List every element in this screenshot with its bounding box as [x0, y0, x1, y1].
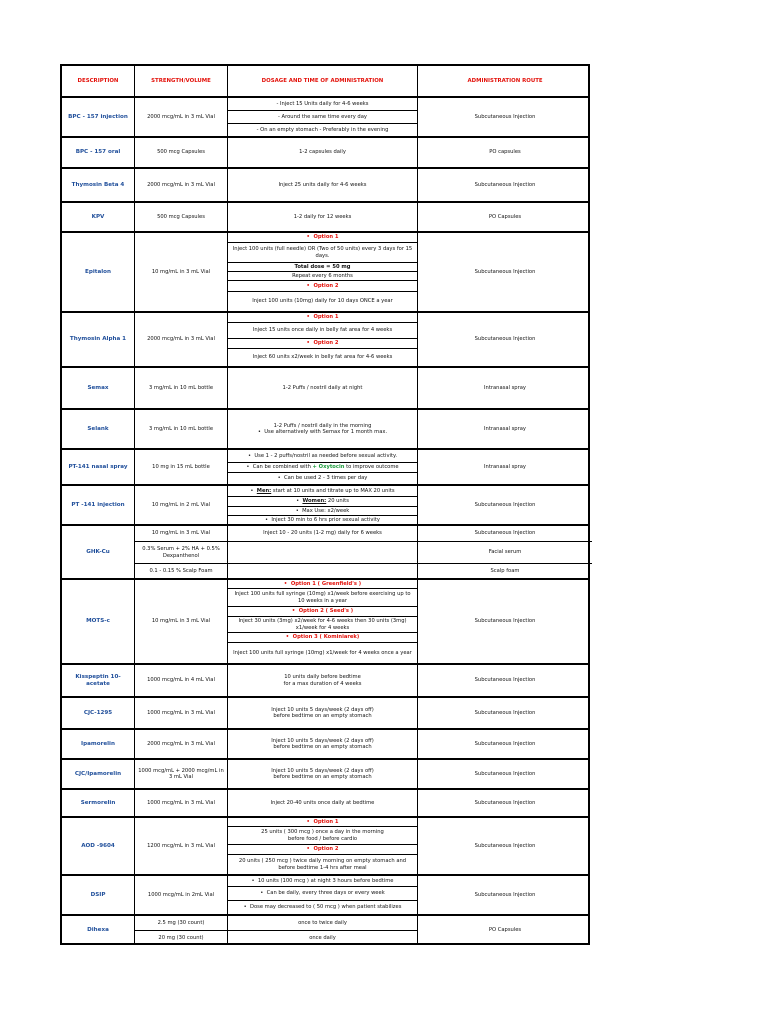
row-strength: 2.5 mg (30 count) [157, 919, 205, 926]
option-label: • Option 2 [306, 282, 339, 289]
row-dosage: Inject 10 units 5 days/week (2 days off) before bedtime on an empty stomach [271, 767, 374, 780]
row-strength: 2000 mcg/mL in 3 mL Vial [147, 336, 215, 343]
row-strength: 1000 mcg/mL in 3 mL Vial [147, 799, 215, 806]
row-name: Kisspeptin 10-acetate [75, 673, 121, 687]
row-name: Epitalon [85, 268, 111, 275]
row-route: Intranasal spray [484, 425, 526, 432]
row-route: Subcutaneous Injection [474, 336, 536, 343]
row-route: Intranasal spray [484, 384, 526, 391]
row-route: Subcutaneous Injection [474, 709, 536, 716]
row-strength: 10 mg/mL in 2 mL Vial [151, 501, 211, 508]
row-dosage: • Can be combined with + Oxytocin to improve outcome [246, 464, 399, 471]
row-route: Subcutaneous Injection [474, 842, 536, 849]
row-route: Facial serum [488, 549, 522, 556]
row-dosage: 1-2 Puffs / nostril daily in the morning • Use alternatively with Semax for 1 month max. [257, 422, 388, 435]
row-dosage: 1-2 capsules daily [299, 149, 346, 156]
row-dosage: • Can be daily, every three days or every week [260, 890, 385, 897]
header-description: DESCRIPTION [77, 77, 119, 84]
row-strength: 1000 mcg/mL in 2mL Vial [147, 891, 215, 898]
row-strength: 10 mg/mL in 3 mL Vial [151, 618, 211, 625]
row-name: PT -141 injection [71, 501, 125, 508]
row-dosage: Total dose = 50 mg [294, 263, 351, 270]
row-dosage: • Max Use: x2/week [295, 507, 350, 514]
option-label: • Option 1 ( Greenfield's ) [283, 580, 362, 587]
row-strength: 2000 mcg/mL in 3 mL Vial [147, 740, 215, 747]
row-strength: 10 mg/mL in 3 mL Vial [151, 268, 211, 275]
row-dosage: • Can be used 2 - 3 times per day [277, 475, 368, 482]
row-name: CJC-1295 [83, 709, 113, 716]
row-strength: 3 mg/mL in 10 mL bottle [148, 425, 214, 432]
row-route: Subcutaneous Injection [474, 618, 536, 625]
option-label: • Option 2 [306, 340, 339, 347]
row-strength: 1000 mcg/mL + 2000 mcg/mL in 3 mL Vial [138, 767, 224, 780]
row-dosage: Inject 100 units (full needle) OR (Two of 50 units) every 3 days for 15 days. [232, 246, 413, 259]
row-dosage: - Around the same time every day [278, 113, 367, 120]
row-strength: 0.1 - 0.15 % Scalp Foam [149, 567, 213, 574]
row-strength: 1000 mcg/mL in 4 mL Vial [147, 677, 215, 684]
row-dosage: 25 units ( 300 mcg ) once a day in the morning before food / before cardio [261, 829, 384, 842]
row-strength: 2000 mcg/mL in 3 mL Vial [147, 113, 215, 120]
row-name: Selank [87, 425, 109, 432]
header-strength: STRENGTH/VOLUME [151, 77, 211, 84]
row-name: KPV [91, 213, 105, 220]
row-route: Subcutaneous Injection [474, 268, 536, 275]
row-dosage: • Women: 20 units [296, 498, 349, 505]
row-dosage: 1-2 Puffs / nostril daily at night [282, 384, 363, 391]
row-route: Subcutaneous Injection [474, 113, 536, 120]
row-strength: 500 mcg Capsules [157, 213, 205, 220]
option-label: • Option 1 [306, 234, 339, 241]
row-name: Ipamorelin [81, 740, 115, 747]
row-strength: 10 mg/mL in 3 mL Vial [151, 530, 211, 537]
row-strength: 500 mcg Capsules [157, 149, 205, 156]
row-dosage: Inject 100 units (10mg) daily for 10 days ONCE a year [252, 298, 393, 305]
row-name: AOD -9604 [81, 842, 115, 849]
row-strength: 10 mg in 15 mL bottle [152, 463, 210, 470]
dosage-table [60, 64, 590, 945]
row-dosage: 20 units ( 250 mcg ) twice daily morning on empty stomach and before bedtime 1-4 hrs after meal [238, 858, 407, 871]
option-label: • Option 2 [306, 846, 339, 853]
row-dosage: - Inject 15 Units daily for 4-6 weeks [276, 100, 369, 107]
row-dosage: • Men: start at 10 units and titrate up to MAX 20 units [250, 487, 395, 494]
row-route: PO capsules [489, 149, 521, 156]
row-name: Thymosin Beta 4 [71, 181, 125, 188]
row-dosage: Inject 100 units full syringe (10mg) x1/week before exercising up to 10 weeks in a year [234, 591, 411, 604]
row-strength: 3 mg/mL in 10 mL bottle [148, 384, 214, 391]
row-route: Subcutaneous Injection [474, 677, 536, 684]
row-strength: 1000 mcg/mL in 3 mL Vial [147, 709, 215, 716]
row-route: PO Capsules [488, 213, 522, 220]
row-route: Subcutaneous Injection [474, 501, 536, 508]
row-name: GHK-Cu [86, 548, 110, 555]
row-name: DSIP [90, 891, 106, 898]
option-label: • Option 1 [306, 314, 339, 321]
row-strength: 2000 mcg/mL in 3 mL Vial [147, 181, 215, 188]
row-dosage: Repeat every 6 months [292, 272, 353, 279]
row-dosage: Inject 30 units (3mg) x2/week for 4-6 weeks then 30 units (3mg) x1/week for 4 weeks [238, 618, 407, 631]
row-dosage: • Dose may decreased to ( 50 mcg ) when patient stabilizes [243, 904, 402, 911]
row-route: Subcutaneous Injection [474, 770, 536, 777]
row-dosage: once to twice daily [298, 919, 347, 926]
row-route: Subcutaneous Injection [474, 181, 536, 188]
header-dosage: DOSAGE AND TIME OF ADMINISTRATION [261, 77, 384, 84]
row-dosage: Inject 10 units 5 days/week (2 days off) before bedtime on an empty stomach [271, 737, 374, 750]
row-dosage: Inject 10 - 20 units (1-2 mg) daily for 6 weeks [263, 530, 382, 537]
row-strength: 20 mg (30 count) [158, 934, 204, 941]
row-dosage: Inject 25 units daily for 4-6 weeks [278, 181, 367, 188]
row-dosage: • Inject 30 min to 6 hrs prior sexual activity [265, 516, 380, 523]
row-dosage: Inject 10 units 5 days/week (2 days off) before bedtime on an empty stomach [271, 706, 374, 719]
option-label: • Option 1 [306, 818, 339, 825]
row-dosage: - On an empty stomach - Preferably in the evening [256, 126, 389, 133]
row-name: PT-141 nasal spray [68, 463, 128, 470]
row-name: Thymosin Alpha 1 [69, 336, 127, 342]
option-label: • Option 2 ( Seed's ) [291, 608, 354, 615]
row-route: Subcutaneous Injection [474, 530, 536, 537]
row-dosage: • Use 1 - 2 puffs/nostril as needed before sexual activity. [247, 452, 398, 459]
row-name: MOTS-c [86, 618, 110, 624]
row-route: PO Capsules [488, 927, 522, 934]
row-name: Sermorelin [80, 799, 116, 806]
row-dosage: 10 units daily before bedtime for a max duration of 4 weeks [283, 674, 362, 687]
row-dosage: Inject 20-40 units once daily at bedtime [270, 799, 375, 806]
header-route: ADMINISTRATION ROUTE [467, 77, 543, 84]
row-name: BPC - 157 injection [68, 113, 128, 120]
row-dosage: Inject 15 units once daily in belly fat area for 4 weeks [252, 327, 393, 334]
row-dosage: once daily [309, 934, 336, 941]
row-name: CJC/Ipamorelin [74, 770, 122, 777]
row-name: Semax [87, 384, 109, 391]
row-strength: 1200 mcg/mL in 3 mL Vial [147, 842, 215, 849]
row-route: Intranasal spray [484, 463, 526, 470]
row-route: Scalp foam [490, 567, 520, 574]
row-dosage: • 10 units (100 mcg ) at night 3 hours before bedtime [251, 877, 394, 884]
row-route: Subcutaneous Injection [474, 740, 536, 747]
row-dosage: Inject 100 units full syringe (10mg) x1/week for 4 weeks once a year [233, 649, 412, 656]
row-dosage: Inject 60 units x2/week in belly fat area for 4-6 weeks [252, 354, 393, 361]
row-route: Subcutaneous Injection [474, 891, 536, 898]
row-name: BPC - 157 oral [75, 149, 121, 155]
row-route: Subcutaneous Injection [474, 799, 536, 806]
row-dosage: 1-2 daily for 12 weeks [293, 213, 352, 220]
row-name: Dihexa [87, 927, 109, 933]
option-label: • Option 3 ( Kominiarek) [285, 634, 360, 641]
row-strength: 0.3% Serum + 2% HA + 0.5% Dexpanthenol [142, 546, 220, 559]
